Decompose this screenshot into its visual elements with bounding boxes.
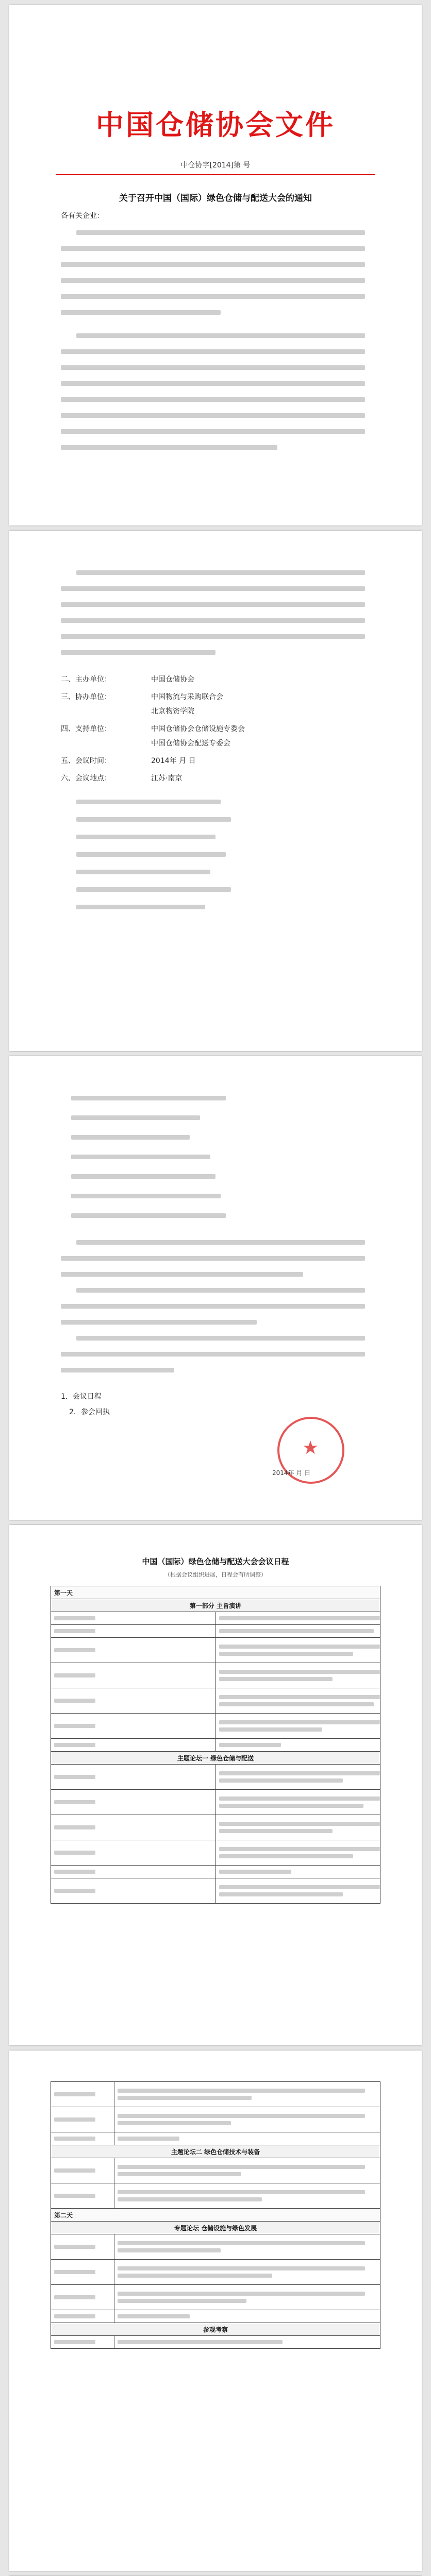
document-page-4 <box>9 1525 422 2045</box>
time-value: 2014年 月 日 <box>151 757 196 765</box>
document-number: 中仓协字[2014]第 号 <box>180 161 251 170</box>
header-red-rule <box>56 174 375 175</box>
venue-value: 江苏·南京 <box>151 774 183 783</box>
time-label: 五、会议时间： <box>61 757 111 765</box>
co-organizer-2: 北京物资学院 <box>151 707 194 716</box>
schedule-section-1: 第一部分 主旨演讲 <box>51 1599 380 1612</box>
document-page-2 <box>9 531 422 1051</box>
schedule-section-5: 参观考察 <box>51 2323 380 2336</box>
stamp-date: 2014年 月 日 <box>272 1469 311 1477</box>
body-paragraph-2 <box>61 330 370 457</box>
attachment-1: 1．会议日程 <box>61 1393 102 1401</box>
co-organizer-1: 中国物流与采购联合会 <box>151 693 223 701</box>
schedule-title: 中国（国际）绿色仓储与配送大会会议日程 <box>142 1557 289 1566</box>
organizer-value: 中国仓储协会 <box>151 675 194 684</box>
schedule-table-2 <box>51 2081 380 2349</box>
venue-label: 六、会议地点： <box>61 774 111 783</box>
schedule-day-1: 第一天 <box>51 1586 380 1599</box>
body-paragraph-3 <box>61 567 370 663</box>
document-page-1 <box>9 5 422 526</box>
body-paragraph-4 <box>61 1236 370 1380</box>
attachment-2: 2．参会回执 <box>69 1408 110 1416</box>
document-header-title: 中国仓储协会文件 <box>96 109 335 141</box>
salutation: 各有关企业： <box>61 212 104 220</box>
schedule-section-3: 主题论坛二 绿色仓储技术与装备 <box>51 2145 380 2158</box>
schedule-day-2: 第二天 <box>51 2209 380 2222</box>
document-page-3 <box>9 1056 422 1520</box>
schedule-section-2: 主题论坛一 绿色仓储与配送 <box>51 1752 380 1765</box>
organizer-label: 二、主办单位： <box>61 675 111 684</box>
schedule-subtitle: （根据会议组织进展，日程会有所调整） <box>164 1571 267 1578</box>
support-label: 四、支持单位： <box>61 725 111 733</box>
schedule-table-1 <box>51 1586 380 1904</box>
schedule-section-4: 专题论坛 仓储设施与绿色发展 <box>51 2222 380 2234</box>
support-unit-1: 中国仓储协会仓储设施专委会 <box>151 725 245 733</box>
body-paragraph-1 <box>61 227 370 323</box>
support-unit-2: 中国仓储协会配送专委会 <box>151 739 230 748</box>
notice-title: 关于召开中国（国际）绿色仓储与配送大会的通知 <box>119 193 312 204</box>
document-page-5 <box>9 2050 422 2571</box>
co-organizer-label: 三、协办单位： <box>61 693 111 701</box>
